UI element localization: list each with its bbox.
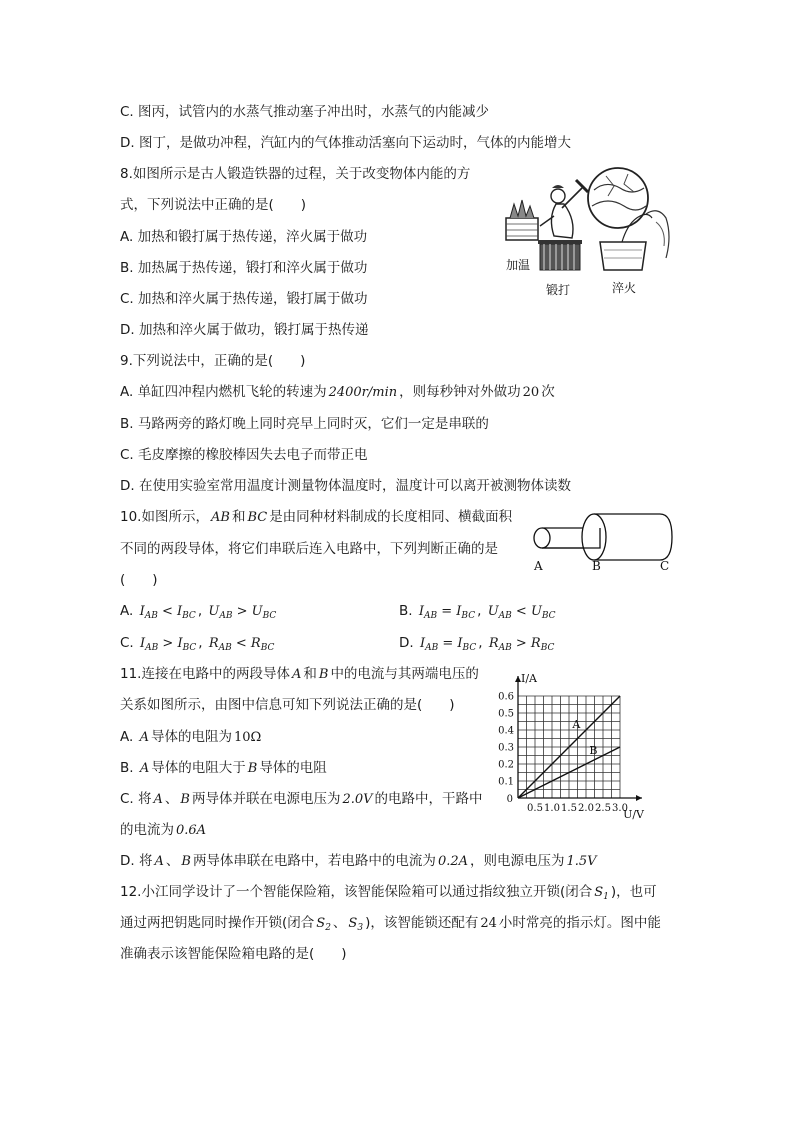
q12-text4: )，该智能锁还配有 [365, 915, 479, 931]
q12-text3: 通过两把钥匙同时操作开锁(闭合 [120, 915, 315, 931]
q11-option-d-text1: 两导体串联在电路中，若电路中的电流为 [192, 853, 436, 869]
q8-option-a: A. 加热和锻打属于热传递，淬火属于做功 [120, 229, 368, 245]
q10-stem-line2: 不同的两段导体，将它们串联后连入电路中，下列判断正确的是 [120, 541, 498, 557]
q9-work-times: 20 [522, 385, 540, 400]
q10-option-d: D. $I_{AB} = I_{BC}$ , $R_{AB} > R_{BC}$ [399, 635, 555, 653]
q10-label-a: A [534, 559, 543, 573]
q10-option-b: B. $I_{AB} = I_{BC}$ , $U_{AB} < U_{BC}$ [399, 603, 556, 621]
q11-iu-chart [488, 666, 678, 822]
x-tick-label: 3.0 [612, 803, 628, 814]
q10-option-b-label: B. [399, 603, 413, 619]
q8-forging-figure [496, 166, 676, 300]
q9-flywheel-speed: 2400r/min [328, 385, 398, 400]
q11-option-c-text3: 的电流为 [120, 822, 174, 838]
q11-option-c-text1: 两导体并联在电源电压为 [191, 791, 341, 807]
q10-stem-line3: ( ) [120, 572, 158, 588]
q10-stem-text1: 10.如图所示， [120, 509, 209, 525]
q11-option-c-label: C. 将 [120, 791, 152, 807]
q10-conductor-figure [522, 510, 682, 576]
q12-s3: $S_3$ [348, 916, 364, 933]
q11-option-d-text2: ，则电源电压为 [470, 853, 565, 869]
q8-stem-line2: 式，下列说法中正确的是( ) [120, 197, 307, 213]
q12-text5: 小时常亮的指示灯。图中能 [498, 915, 661, 931]
q7-option-c: C. 图丙，试管内的水蒸气推动塞子冲出时，水蒸气的内能减少 [120, 104, 490, 120]
q11-option-d-var2: B [181, 854, 191, 869]
q11-option-a-text: 导体的电阻为 [150, 729, 232, 745]
q11-option-c-volt: 2.0V [342, 792, 373, 807]
q11-option-c-current: 0.6A [176, 823, 207, 838]
q11-option-c-var1: A [153, 792, 163, 807]
q12-s1: $S_1$ [594, 885, 609, 902]
q11-option-a-label: A. [120, 729, 138, 745]
q8-label-forge: 锻打 [546, 283, 571, 297]
series-label-a: A [572, 718, 581, 731]
q8-blacksmith-drawing [540, 180, 588, 238]
q10-ab: AB [210, 510, 230, 525]
q7-option-d: D. 图丁，是做功冲程，汽缸内的气体推动活塞向下运动时，气体的内能增大 [120, 135, 571, 151]
q8-option-b: B. 加热属于热传递，锻打和淬火属于做功 [120, 260, 368, 276]
q11-option-d-sep: 、 [165, 853, 180, 869]
q11-a: A [291, 667, 302, 682]
q11-option-d [120, 851, 599, 872]
q11-option-b-text1: 导体的电阻大于 [151, 760, 246, 776]
q11-option-d-label: D. 将 [120, 853, 153, 869]
q12-hours: 24 [480, 916, 497, 931]
q10-stem-line1 [120, 507, 512, 528]
q12-line3: 准确表示该智能保险箱电路的是( ) [120, 946, 347, 962]
q9-option-d: D. 在使用实验室常用温度计测量物体温度时，温度计可以离开被测物体读数 [120, 478, 571, 494]
q10-label-c: C [660, 559, 670, 573]
q11-stem-text2: 中的电流与其两端电压的 [330, 666, 479, 682]
q8-label-quench: 淬火 [612, 281, 637, 295]
q11-stem-line2: 关系如图所示，由图中信息可知下列说法正确的是( ) [120, 697, 455, 713]
q12-line2 [120, 913, 661, 938]
q9-option-a-text3: 次 [541, 384, 555, 400]
q9-option-a-text1: A. 单缸四冲程内燃机飞轮的转速为 [120, 384, 327, 400]
q10-option-c: C. $I_{AB} > I_{BC}$ , $R_{AB} < R_{BC}$ [120, 635, 275, 653]
q11-option-b-label: B. [120, 760, 138, 776]
q11-option-c-line2 [120, 820, 208, 841]
x-axis-arrow [636, 795, 642, 801]
q11-option-a-var: A [139, 730, 149, 745]
y-tick-label: 0.4 [498, 725, 514, 737]
q10-and: 和 [231, 509, 246, 525]
q11-option-a-value: 10Ω [233, 730, 262, 745]
x-tick-label: 1.0 [544, 803, 560, 814]
q8-globe-illustration [588, 168, 648, 228]
x-tick-label: 2.0 [578, 803, 594, 814]
q11-option-c-sep: 、 [164, 791, 179, 807]
q11-option-b-var2: B [247, 761, 258, 776]
q11-option-d-current: 0.2A [437, 854, 468, 869]
x-axis-label: U/V [623, 808, 644, 821]
q11-option-c-var2: B [180, 792, 190, 807]
q9-option-b: B. 马路两旁的路灯晚上同时亮早上同时灭，它们一定是串联的 [120, 416, 489, 432]
origin-label: 0 [506, 794, 513, 805]
x-tick-label: 1.5 [561, 803, 577, 814]
q11-stem-line1 [120, 664, 479, 685]
q11-option-a [120, 727, 263, 748]
x-tick-label: 0.5 [527, 803, 543, 814]
q8-stem-line1: 8.如图所示是古人锻造铁器的过程，关于改变物体内能的方 [120, 166, 471, 182]
q10-option-a: A. $I_{AB} < I_{BC}$ , $U_{AB} > U_{BC}$ [120, 603, 277, 621]
q12-sep: 、 [332, 915, 347, 931]
q8-option-c: C. 加热和淬火属于热传递，锻打属于做功 [120, 291, 368, 307]
q10-option-d-label: D. [399, 635, 414, 651]
q12-s2: $S_2$ [316, 916, 331, 933]
q9-option-c: C. 毛皮摩擦的橡胶棒因失去电子而带正电 [120, 447, 368, 463]
q11-and: 和 [303, 666, 317, 682]
y-tick-label: 0.1 [498, 776, 514, 788]
q10-bc: BC [247, 510, 268, 525]
q11-b: B [318, 667, 329, 682]
q11-option-b-text2: 导体的电阻 [259, 760, 327, 776]
q11-option-b-var1: A [139, 761, 150, 776]
q12-text2: )，也可 [610, 884, 657, 900]
q12-text1: 12.小江同学设计了一个智能保险箱，该智能保险箱可以通过指纹独立开锁(闭合 [120, 884, 593, 900]
q10-stem-text2: 是由同种材料制成的长度相同、横截面积 [269, 509, 513, 525]
q9-option-a-text2: ，则每秒钟对外做功 [399, 384, 521, 400]
q8-quench-trough-drawing [600, 211, 669, 270]
y-tick-label: 0.2 [498, 759, 514, 771]
q10-label-b: B [592, 559, 601, 573]
q8-furnace-drawing [506, 200, 538, 240]
q8-label-heat: 加温 [506, 258, 531, 272]
q11-option-c [120, 789, 483, 810]
y-tick-label: 0.5 [498, 708, 514, 720]
q12-line1 [120, 882, 657, 907]
y-tick-label: 0.3 [498, 742, 514, 754]
q9-option-a [120, 382, 555, 403]
x-tick-label: 2.5 [595, 803, 611, 814]
q10-option-a-label: A. [120, 603, 134, 619]
q11-option-b [120, 758, 327, 779]
y-tick-label: 0.6 [498, 691, 514, 703]
series-label-b: B [589, 743, 598, 757]
q11-stem-text1: 11.连接在电路中的两段导体 [120, 666, 290, 682]
y-axis-label: I/A [521, 672, 537, 685]
q11-option-c-text2: 的电路中，干路中 [374, 791, 483, 807]
q11-option-d-var1: A [154, 854, 164, 869]
q10-option-c-label: C. [120, 635, 134, 651]
q8-anvil-drawing [538, 240, 582, 270]
q8-option-d: D. 加热和淬火属于做功，锻打属于热传递 [120, 322, 369, 338]
q11-option-d-volt: 1.5V [566, 854, 597, 869]
q9-stem: 9.下列说法中，正确的是( ) [120, 353, 306, 369]
